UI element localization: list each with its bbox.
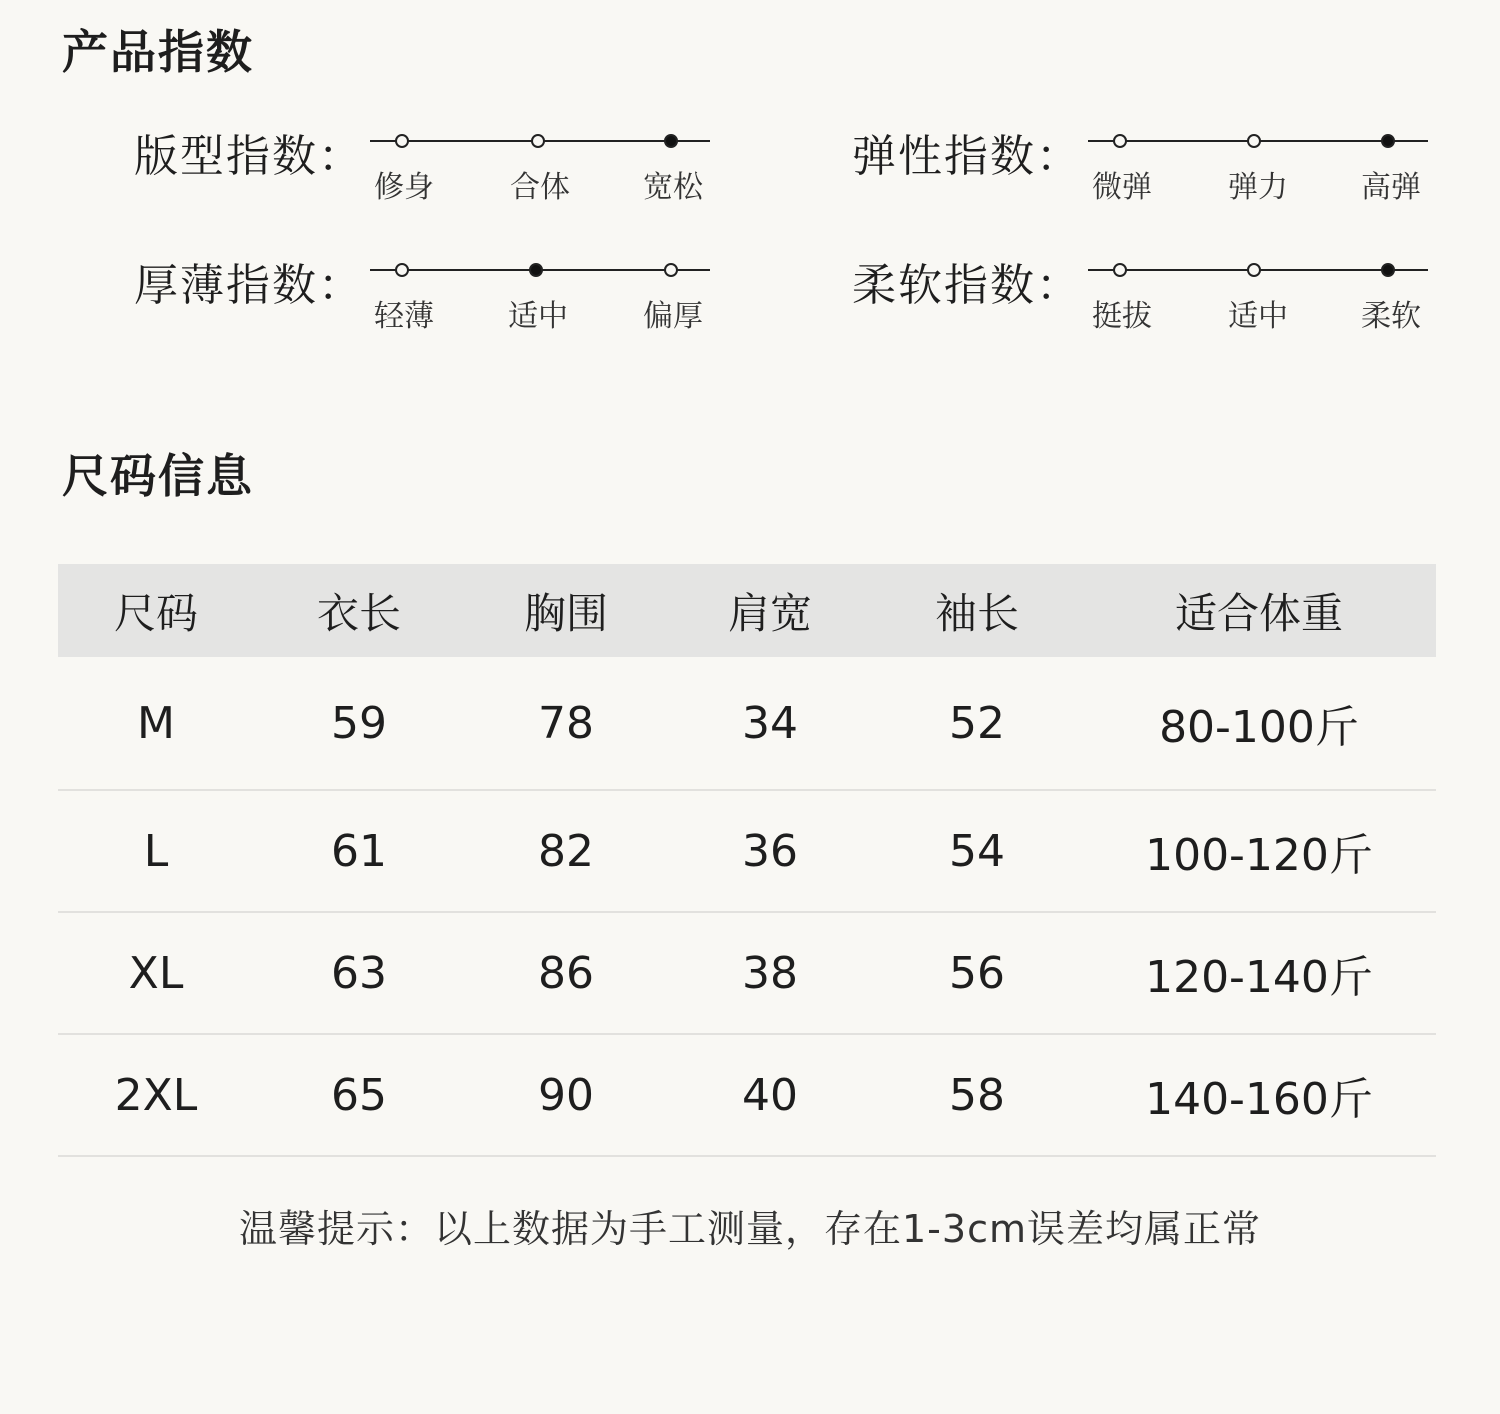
cell-chest: 86: [464, 912, 668, 1034]
scale-dot-3: [1381, 263, 1395, 277]
cell-sleeve: 52: [872, 657, 1082, 790]
header-length: 衣长: [254, 564, 464, 657]
scale-dot-2: [1247, 134, 1261, 148]
fit-index-label: 版型指数：: [134, 131, 364, 182]
table-row: [58, 912, 1436, 1034]
cell-length: 65: [254, 1034, 464, 1156]
scale-dot-2: [531, 134, 545, 148]
scale-dot-1: [1113, 134, 1127, 148]
table-row: [58, 657, 1436, 790]
cell-shoulder: 40: [668, 1034, 872, 1156]
thickness-index-label: 厚薄指数：: [134, 260, 364, 311]
cell-weight: 120-140斤: [1082, 912, 1436, 1034]
header-weight: 适合体重: [1082, 564, 1436, 657]
product-index-title: 产品指数: [62, 25, 254, 79]
table-row: [58, 790, 1436, 912]
scale-option-3: 柔软: [1361, 299, 1421, 334]
measurement-note: 温馨提示：以上数据为手工测量，存在1-3cm误差均属正常: [239, 1207, 1261, 1251]
scale-dot-3: [664, 263, 678, 277]
cell-size: 2XL: [58, 1034, 254, 1156]
cell-length: 63: [254, 912, 464, 1034]
scale-option-2: 适中: [1228, 299, 1288, 334]
scale-dot-3: [664, 134, 678, 148]
scale-option-1: 挺拔: [1092, 299, 1152, 334]
header-sleeve: 袖长: [872, 564, 1082, 657]
elasticity-index-row: [852, 120, 1452, 210]
cell-length: 61: [254, 790, 464, 912]
scale-option-2: 适中: [508, 299, 568, 334]
thickness-index-row: [134, 249, 734, 339]
scale-option-3: 高弹: [1361, 170, 1421, 205]
softness-index-row: [852, 249, 1452, 339]
cell-sleeve: 58: [872, 1034, 1082, 1156]
scale-dot-1: [1113, 263, 1127, 277]
scale-dot-2: [1247, 263, 1261, 277]
scale-option-2: 合体: [510, 170, 570, 205]
scale-dot-3: [1381, 134, 1395, 148]
cell-size: XL: [58, 912, 254, 1034]
thickness-index-scale: [370, 269, 710, 349]
softness-index-label: 柔软指数：: [852, 260, 1082, 311]
cell-shoulder: 34: [668, 657, 872, 790]
cell-weight: 80-100斤: [1082, 657, 1436, 790]
scale-option-1: 轻薄: [374, 299, 434, 334]
cell-sleeve: 54: [872, 790, 1082, 912]
softness-index-scale: [1088, 269, 1428, 349]
fit-index-row: [134, 120, 734, 210]
scale-option-2: 弹力: [1228, 170, 1288, 205]
fit-index-scale: [370, 140, 710, 220]
cell-size: L: [58, 790, 254, 912]
cell-sleeve: 56: [872, 912, 1082, 1034]
scale-option-3: 偏厚: [643, 299, 703, 334]
cell-weight: 140-160斤: [1082, 1034, 1436, 1156]
cell-shoulder: 38: [668, 912, 872, 1034]
scale-option-1: 微弹: [1092, 170, 1152, 205]
cell-size: M: [58, 657, 254, 790]
cell-chest: 78: [464, 657, 668, 790]
table-row: [58, 1034, 1436, 1156]
size-info-title: 尺码信息: [62, 449, 254, 503]
scale-dot-2: [529, 263, 543, 277]
scale-option-1: 修身: [374, 170, 434, 205]
elasticity-index-scale: [1088, 140, 1428, 220]
cell-chest: 90: [464, 1034, 668, 1156]
size-table: [58, 564, 1436, 1157]
header-shoulder: 肩宽: [668, 564, 872, 657]
cell-weight: 100-120斤: [1082, 790, 1436, 912]
size-table-header: [58, 564, 1436, 657]
cell-shoulder: 36: [668, 790, 872, 912]
header-size: 尺码: [58, 564, 254, 657]
header-chest: 胸围: [464, 564, 668, 657]
cell-length: 59: [254, 657, 464, 790]
elasticity-index-label: 弹性指数：: [852, 131, 1082, 182]
scale-dot-1: [395, 134, 409, 148]
scale-option-3: 宽松: [643, 170, 703, 205]
scale-dot-1: [395, 263, 409, 277]
cell-chest: 82: [464, 790, 668, 912]
